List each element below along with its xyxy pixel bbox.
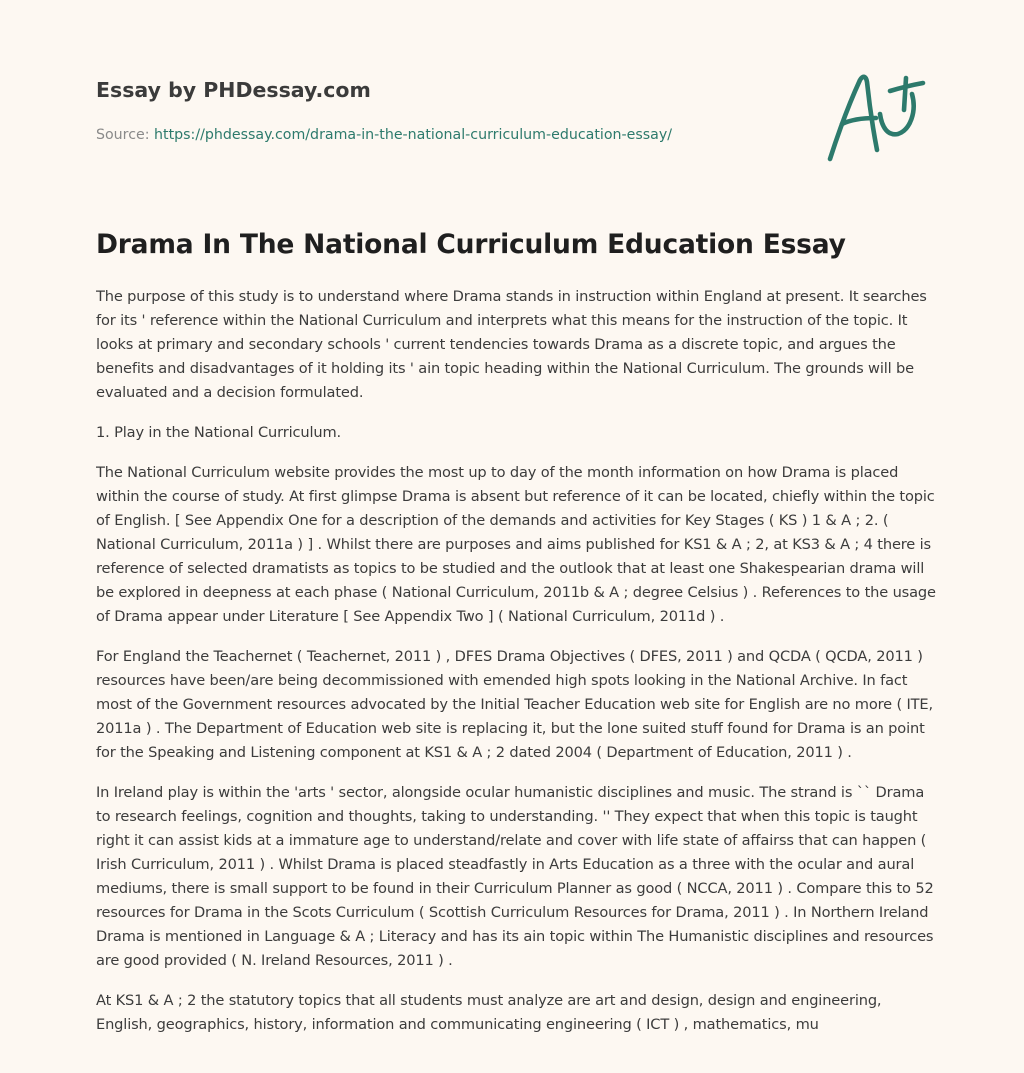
essay-paragraph: In Ireland play is within the 'arts ' sector, alongside ocular humanistic disciplines and music. The strand is `` Drama to research feelings, cognition and thoughts, taking to understanding. '' They expect that when this topic is taught right it can assist kids at a immature age to understand/relate and cover with life state of affairss that can happen ( Irish Curriculum, 2011 ) . Whilst Drama is placed steadfastly in Arts Education as a three with the ocular and aural mediums, there is small support to be found in their Curriculum Planner as good ( NCCA, 2011 ) . Compare this to 52 resources for Drama in the Scots Curriculum ( Scottish Curriculum Resources for Drama, 2011 ) . In Northern Ireland Drama is mentioned in Language & A ; Literacy and has its ain topic within The Humanistic disciplines and resources are good provided ( N. Ireland Resources, 2011 ) . [96,784,934,969]
essay-title: Drama In The National Curriculum Education Essay [96,229,846,260]
source-line [96,125,796,145]
essay-paragraph: 1. Play in the National Curriculum. [96,424,342,441]
a-plus-icon [822,66,928,166]
essay-paragraph: The purpose of this study is to understand where Drama stands in instruction within England at present. It searches for its ' reference within the National Curriculum and interprets what this means for the instruction of the topic. It looks at primary and secondary schools ' current tendencies towards Drama as a discrete topic, and argues the benefits and disadvantages of it holding its ' ain topic heading within the National Curriculum. The grounds will be evaluated and a decision formulated. [96,288,927,401]
essay-body [96,285,936,1073]
essay-paragraph: For England the Teachernet ( Teachernet, 2011 ) , DFES Drama Objectives ( DFES, 2011 ) and QCDA ( QCDA, 2011 ) resources have been/are being decommissioned with emended high spots looking in the National Archive. In fact most of the Government resources advocated by the Initial Teacher Education web site for English are no more ( ITE, 2011a ) . The Department of Education web site is replacing it, but the lone suited stuff found for Drama is an point for the Speaking and Listening component at KS1 & A ; 2 dated 2004 ( Department of Education, 2011 ) . [96,648,933,761]
source-link[interactable]: https://phdessay.com/drama-in-the-national-curriculum-education-essay/ [154,127,673,143]
source-label: Source: [96,127,155,143]
essay-paragraph: The National Curriculum website provides the most up to day of the month information on how Drama is placed within the course of study. At first glimpse Drama is absent but reference of it can be located, chiefly within the topic of English. [ See Appendix One for a description of the demands and activities for Key Stages ( KS ) 1 & A ; 2. ( National Curriculum, 2011a ) ] . Whilst there are purposes and aims published for KS1 & A ; 2, at KS3 & A ; 4 there is reference of selected dramatists as topics to be studied and the outlook that at least one Shakespearian drama will be explored in deepness at each phase ( National Curriculum, 2011b & A ; degree Celsius ) . References to the usage of Drama appear under Literature [ See Appendix Two ] ( National Curriculum, 2011d ) . [96,464,936,625]
site-header [96,74,796,145]
brand-name: Essay by PHDessay.com [96,78,371,102]
essay-paragraph: At KS1 & A ; 2 the statutory topics that all students must analyze are art and design, design and engineering, English, geographics, history, information and communicating engineering ( ICT ) , mathematics, mu [96,992,882,1033]
